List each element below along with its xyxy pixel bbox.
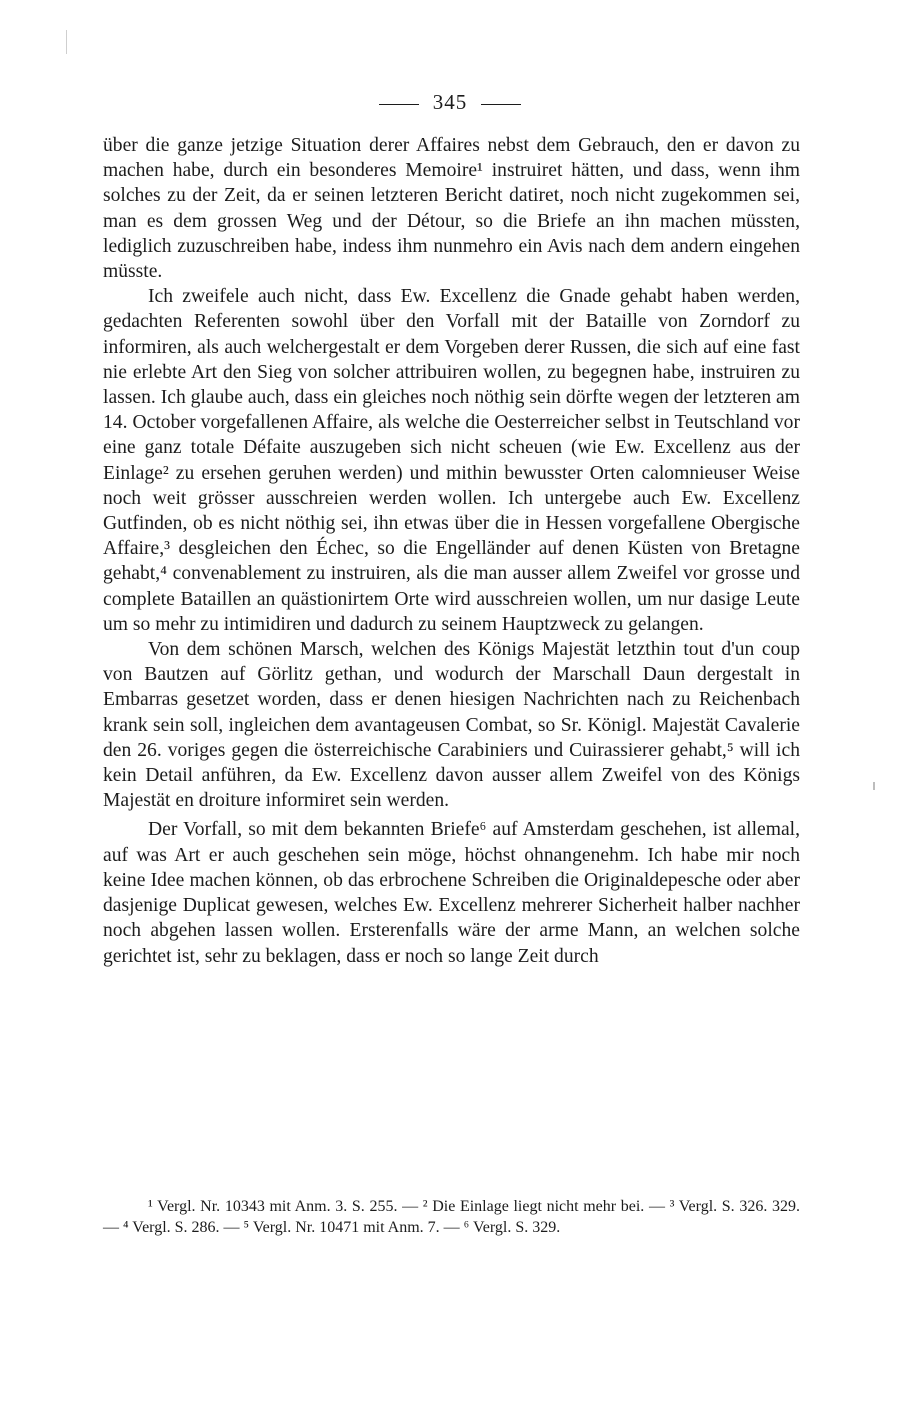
scan-margin-mark — [66, 30, 67, 54]
body-text — [103, 133, 800, 969]
paragraph-4: Der Vorfall, so mit dem bekannten Briefe⁶ auf Amsterdam geschehen, ist allemal, auf was Art er auch geschehen sein möge, höchst ohnangenehm. Ich habe mir noch keine Idee machen können, ob das erbrochene Schreiben die Originaldepesche oder aber dasjenige Duplicat gewesen, welches Ew. Excellenz mehrerer Sicherheit halber nachher noch abgehen lassen wollen. Ersterenfalls wäre der arme Mann, an welchen solche gerichtet ist, sehr zu beklagen, dass er noch so lange Zeit durch — [103, 819, 800, 967]
page-number-value: 345 — [432, 90, 468, 114]
footnotes — [103, 1196, 800, 1238]
paragraph-1: über die ganze jetzige Situation derer Affaires nebst dem Gebrauch, den er davon zu machen habe, durch ein besonderes Memoire¹ instruiret hätten, und dass, wenn ihm solches zu der Zeit, da er seinen letzteren Bericht datiret, noch nicht zugekommen sei, man es dem grossen Weg und der Détour, so die Briefe an ihn machen müssten, lediglich zuzuschreiben habe, indess ihm nunmehro ein Avis nach dem andern eingehen müsste. — [103, 135, 800, 283]
page-number-dash-right — [481, 104, 521, 105]
footnote-text: ¹ Vergl. Nr. 10343 mit Anm. 3. S. 255. — ² Die Einlage liegt nicht mehr bei. — ³ Vergl. S. 326. 329. — ⁴ Vergl. S. 286. — ⁵ Vergl. Nr. 10471 mit Anm. 7. — ⁶ Vergl. S. 329. — [103, 1198, 800, 1236]
paragraph-3: Von dem schönen Marsch, welchen des Königs Majestät letzthin tout d'un coup von Bautzen auf Görlitz gethan, und wodurch der Marschall Daun dergestalt in Embarras gesetzet worden, dass er denen hiesigen Nachrichten nach zu Reichenbach krank sein soll, ingleichen dem avantageusen Combat, so Sr. Königl. Majestät Cavalerie den 26. voriges gegen die österreichische Carabiniers und Cuirassierer gehabt,⁵ will ich kein Detail anführen, da Ew. Excellenz davon ausser allem Zweifel von des Königs Majestät en droiture informiret sein werden. — [103, 639, 800, 812]
page-number — [0, 90, 900, 115]
paragraph-2: Ich zweifele auch nicht, dass Ew. Excellenz die Gnade gehabt haben werden, gedachten Referenten sowohl über den Vorfall mit der Bataille von Zorndorf zu informiren, als auch welchergestalt er dem Vorgeben derer Russen, die sich auf eine fast nie erlebte Art den Sieg von solcher attribuiren wollen, zu begegnen habe, instruiren zu lassen. Ich glaube auch, dass ein gleiches noch nöthig sein dörfte wegen der letzteren am 14. October vorgefallenen Affaire, als welche die Oesterreicher selbst in Teutschland vor eine ganz totale Défaite auszugeben sich nicht scheuen (wie Ew. Excellenz aus der Einlage² zu ersehen geruhen werden) und mithin bewusster Orten calomnieuser Weise noch weit grösser ausschreien werden wollen. Ich untergebe auch Ew. Excellenz Gutfinden, ob es nicht nöthig sei, ihn etwas über die in Hessen vorgefallene Obergische Affaire,³ desgleichen den Échec, so die Engelländer auf denen Küsten von Bretagne gehabt,⁴ convenablement zu instruiren, als die man ausser allem Zweifel vor grosse und complete Bataillen an quästionirtem Orte wird ausschreien wollen, um nur dasige Leute um so mehr zu intimidiren und dadurch zu seinem Hauptzweck zu gelangen. — [103, 286, 800, 635]
scan-margin-mark-right — [873, 782, 875, 790]
page-number-dash-left — [379, 104, 419, 105]
